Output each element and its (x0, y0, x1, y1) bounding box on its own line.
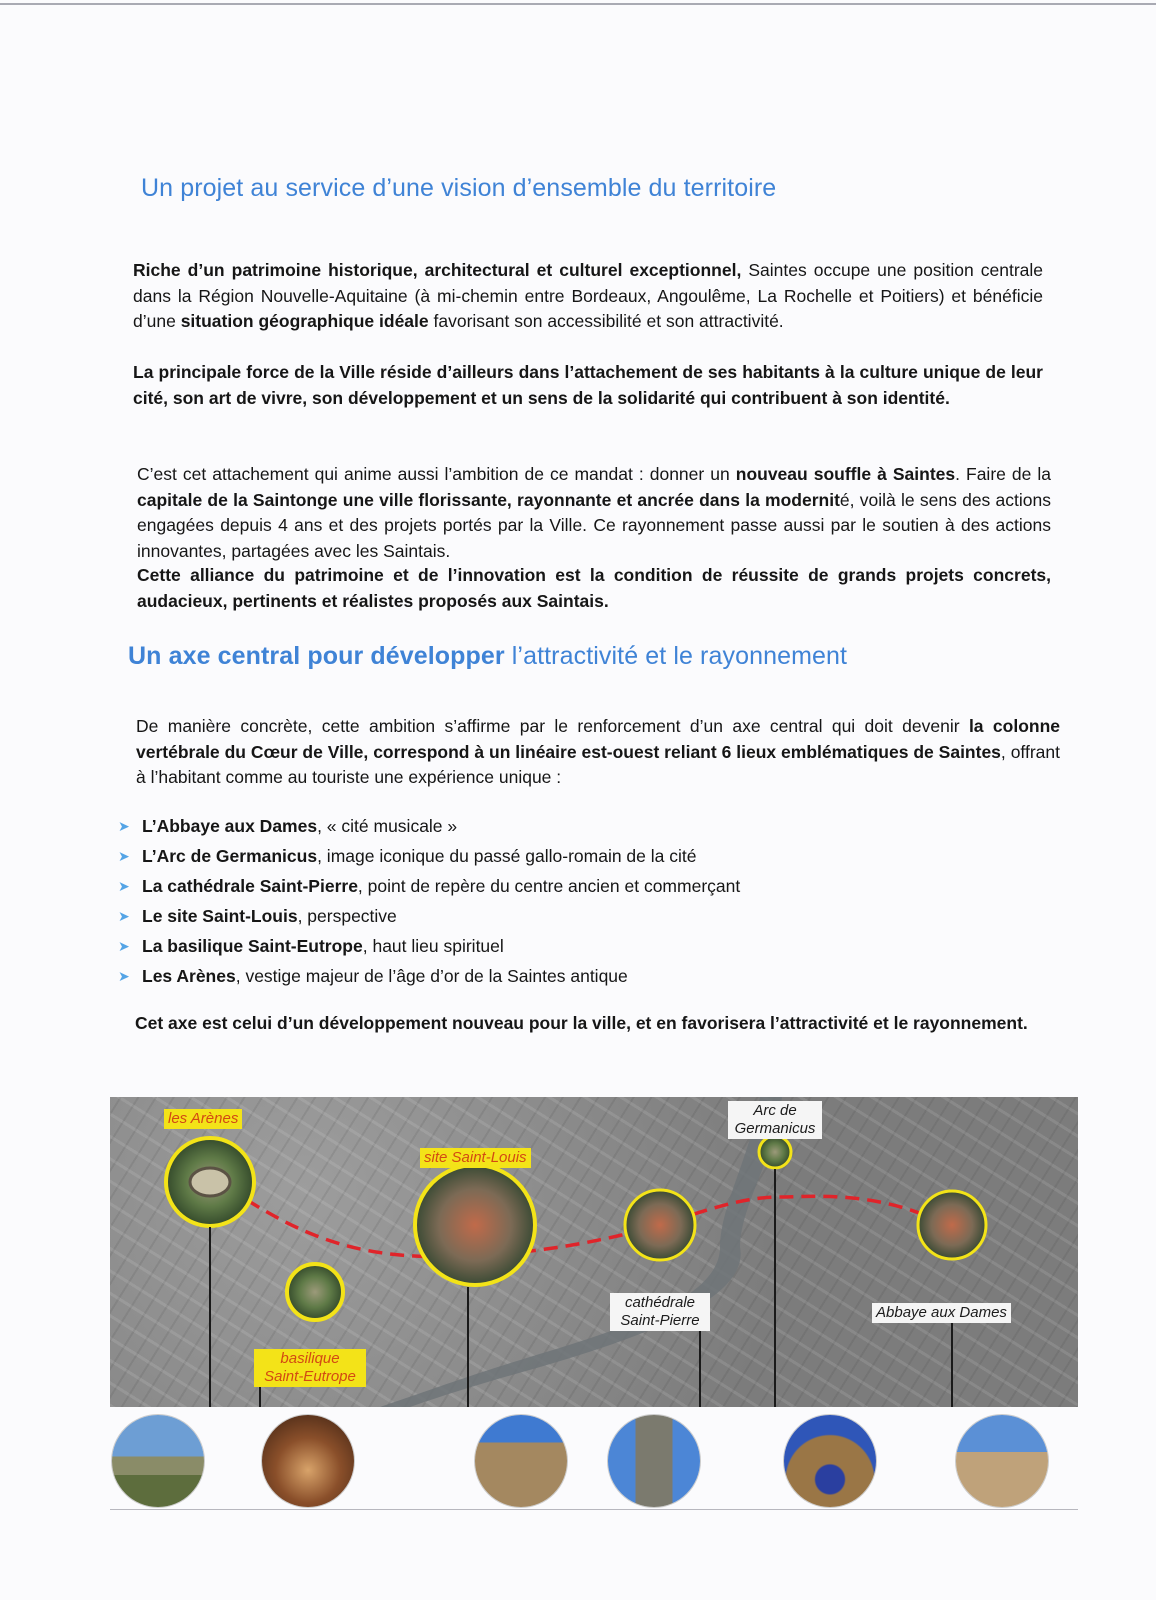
axe-text-2: , offrant à l’habitant comme au touriste une expérience unique : (136, 741, 1060, 788)
bottom-rule (110, 1509, 1078, 1510)
basilique-circle (287, 1264, 343, 1320)
paragraph-alliance: Cette alliance du patrimoine et de l’innovation est la condition de réussite de grands projets concrets, audacieux, pertinents et réalistes proposés aux Saintais. (137, 565, 1051, 611)
section-title-axe (128, 642, 847, 671)
list-item: ➤ L’Arc de Germanicus , image iconique du passé gallo-romain de la cité (118, 841, 740, 871)
abbaye-photo (956, 1415, 1048, 1507)
axe-bold-1: la colonne vertébrale du Cœur de Ville, correspond à un linéaire est-ouest reliant 6 lieux emblématiques de Saintes (136, 716, 1060, 762)
ambition-text-2: . Faire de la (955, 464, 1052, 484)
section-title-vision: Un projet au service d’une vision d’ensemble du territoire (141, 174, 777, 202)
list-item: ➤ Le site Saint-Louis , perspective (118, 901, 740, 931)
arc-circle (759, 1136, 791, 1168)
top-rule (0, 3, 1156, 5)
intro-bold-1: Riche d’un patrimoine historique, architectural et culturel exceptionnel, (133, 260, 742, 280)
route-line (210, 1177, 950, 1257)
label-basilique: basilique Saint-Eutrope (254, 1349, 366, 1387)
saint-louis-photo (475, 1415, 567, 1507)
intro-bold-2: situation géographique idéale (180, 311, 429, 332)
landmark-list (118, 811, 740, 991)
paragraph-ambition (137, 462, 1051, 564)
paragraph-conclusion: Cet axe est celui d’un développement nouveau pour la ville, et en favorisera l’attractivité et le rayonnement. (135, 1013, 1028, 1033)
arrow-bullet-icon: ➤ (118, 968, 130, 984)
label-arc: Arc de Germanicus (728, 1101, 822, 1139)
label-cathedrale: cathédrale Saint-Pierre (610, 1293, 710, 1331)
saint-louis-circle (415, 1165, 535, 1285)
axe-title-rest: l’attractivité et le rayonnement (504, 642, 848, 670)
cathedrale-circle (625, 1190, 695, 1260)
intro-text-1: Saintes occupe une position centrale dans la Région Nouvelle-Aquitaine (à mi-chemin entre Bordeaux, Angoulême, La Rochelle et Poitiers) et bénéficie d’une (133, 260, 1044, 332)
paragraph-axe (136, 714, 1060, 791)
ambition-bold-2: capitale de la Saintonge une ville florissante, rayonnante et ancrée dans la modernit (137, 489, 840, 510)
basilique-photo (262, 1415, 354, 1507)
abbaye-circle (918, 1191, 986, 1259)
intro-text-2: favorisant son accessibilité et son attractivité. (428, 311, 784, 332)
list-item: ➤ Les Arènes , vestige majeur de l’âge d’or de la Saintes antique (118, 961, 740, 991)
axe-title-bold: Un axe central pour développer (128, 642, 505, 670)
axe-text-1: De manière concrète, cette ambition s’affirme par le renforcement d’un axe central qui doit devenir (136, 716, 969, 736)
ambition-text-3: é, voilà le sens des actions engagées depuis 4 ans et des projets portés par la Ville. Ce rayonnement passe aussi par le soutien à des actions innovantes, partagées avec les Saintais. (137, 489, 1052, 561)
arrow-bullet-icon: ➤ (118, 938, 130, 954)
arenes-photo (112, 1415, 204, 1507)
arrow-bullet-icon: ➤ (118, 878, 130, 894)
arrow-bullet-icon: ➤ (118, 848, 130, 864)
label-saint-louis: site Saint-Louis (420, 1148, 531, 1168)
landmark-thumbnails (110, 1415, 1078, 1505)
list-item: ➤ La basilique Saint-Eutrope , haut lieu spirituel (118, 931, 740, 961)
paragraph-strength: La principale force de la Ville réside d’ailleurs dans l’attachement de ses habitants à la culture unique de leur cité, son art de vivre, son développement et un sens de la solidarité qui contribuent à son identité. (133, 362, 1043, 408)
ambition-bold-1: nouveau souffle à Saintes (735, 464, 956, 484)
arrow-bullet-icon: ➤ (118, 908, 130, 924)
list-item: ➤ L’Abbaye aux Dames , « cité musicale » (118, 811, 740, 841)
list-item: ➤ La cathédrale Saint-Pierre , point de repère du centre ancien et commerçant (118, 871, 740, 901)
aerial-map (110, 1097, 1078, 1407)
paragraph-intro (133, 258, 1043, 335)
ambition-text-1: C’est cet attachement qui anime aussi l’ambition de ce mandat : donner un (137, 464, 736, 484)
arenes-ellipse (190, 1168, 230, 1196)
cathedrale-photo (608, 1415, 700, 1507)
arrow-bullet-icon: ➤ (118, 818, 130, 834)
arc-photo (784, 1415, 876, 1507)
label-abbaye: Abbaye aux Dames (872, 1303, 1011, 1323)
label-arenes: les Arènes (164, 1109, 242, 1129)
